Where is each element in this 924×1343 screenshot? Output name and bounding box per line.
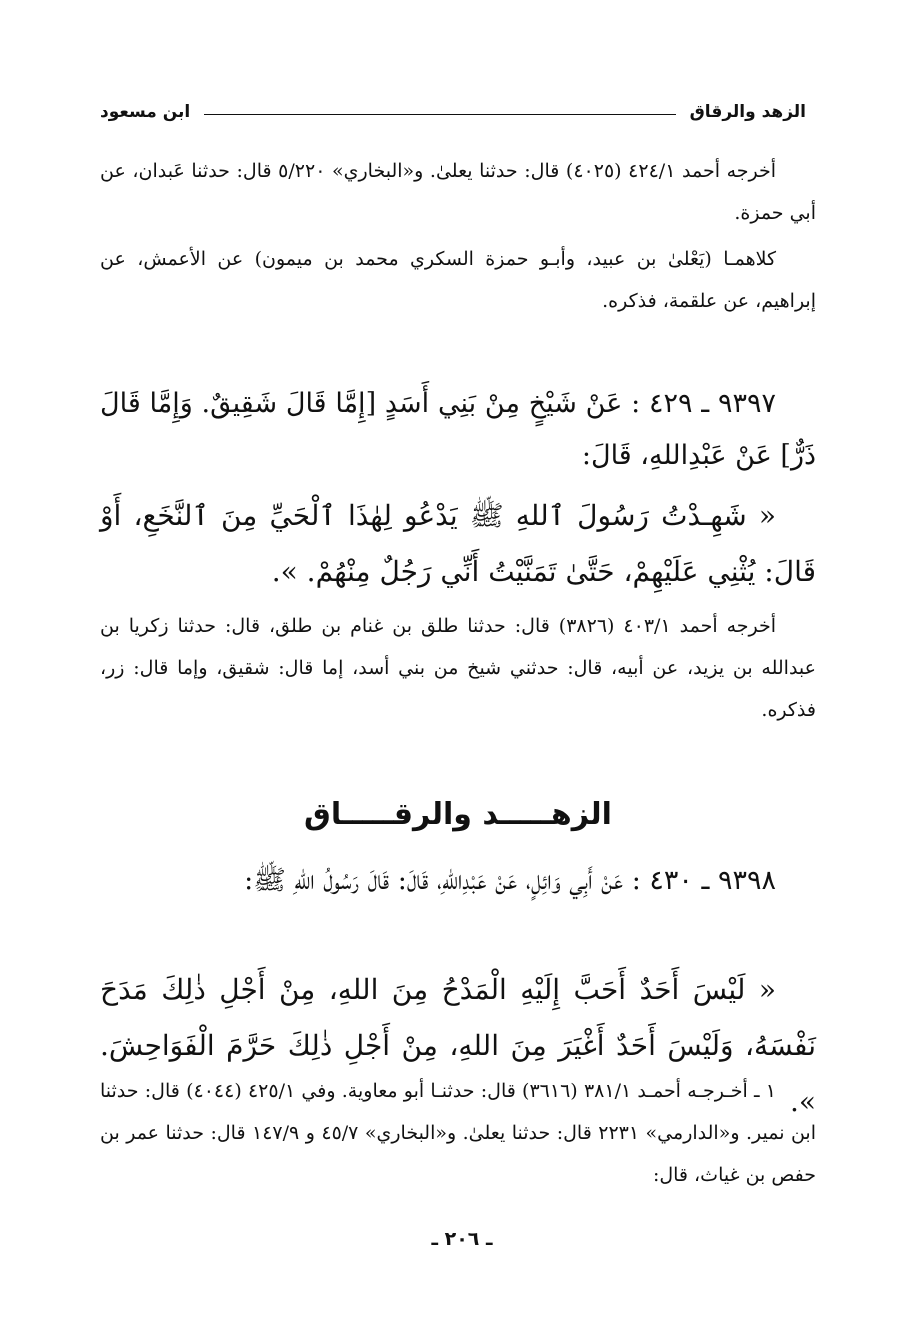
citation-paragraph-2: كلاهمـا (يَعْلىٰ بن عبيد، وأبـو حمزة السكري محمد بن ميمون) عن الأعمش، عن إبراهيم، عن علقمة، فذكره. — [100, 248, 816, 312]
hadith-9398-matn: « لَيْسَ أَحَدٌ أَحَبَّ إِلَيْهِ الْمَدْحُ مِنَ اللهِ، مِنْ أَجْلِ ذٰلِكَ مَدَحَ نَفْسَهُ، وَلَيْسَ أَحَدٌ أَغْيَرَ مِنَ اللهِ، مِنْ أَجْلِ ذٰلِكَ حَرَّمَ الْفَوَاحِشَ. ». — [100, 973, 816, 1118]
hadith-9397-lead: ٩٣٩٧ ـ ٤٢٩ : عَنْ شَيْخٍ مِنْ بَنِي أَسَدٍ [إِمَّا قَالَ شَقِيقٌ. وَإِمَّا قَالَ ذَرٌّ] عَنْ عَبْدِاللهِ، قَالَ: — [100, 388, 816, 471]
header-rule — [204, 114, 675, 115]
citation-paragraph-1: أخرجه أحمد ٤٢٤/١ (٤٠٢٥) قال: حدثنا يعلىٰ. و«البخاري» ٥/٢٢٠ قال: حدثنا عَبدان، عن أبي حمزة. — [100, 160, 816, 224]
page-number: ـ ٢٠٦ ـ — [431, 1228, 493, 1250]
hadith-9397-matn: « شَهِـدْتُ رَسُولَ ٱللهِ ﷺ يَدْعُو لِهٰذَا ٱلْحَيِّ مِنَ ٱلنَّخَعِ، أَوْ قَالَ: يُثْنِي عَلَيْهِمْ، حَتَّىٰ تَمَنَّيْتُ أَنِّي رَجُلٌ مِنْهُمْ. ». — [100, 499, 816, 588]
header-title-left: ابن مسعود — [100, 102, 191, 122]
section-heading: الزهـــــد والرقـــــاق — [304, 797, 612, 832]
footnote-1: ١ ـ أخـرجـه أحمـد ٣٨١/١ (٣٦١٦) قال: حدثنـا أبو معاوية. وفي ٤٢٥/١ (٤٠٤٤) قال: حدثنا ابن نمير. و«الدارمي» ٢٢٣١ قال: حدثنا يعلىٰ. و«البخاري» ٤٥/٧ و ١٤٧/٩ قال: حدثنا عمر بن حفص بن غياث، قال: — [100, 1080, 816, 1186]
header-title-right: الزهد والرقاق — [689, 102, 806, 122]
running-header — [100, 92, 806, 132]
hadith-9398-lead: ٩٣٩٨ ـ ٤٣٠ : عَنْ أَبِي وَائِلٍ، عَنْ عَبْدِاللهِ، قَالَ: قَالَ رَسُولُ اللهِ ﷺ: — [244, 865, 776, 896]
citation-paragraph-3: أخرجه أحمد ٤٠٣/١ (٣٨٢٦) قال: حدثنا طلق بن غنام بن طلق، قال: حدثنا زكريا بن عبدالله بن يزيد، عن أبيه، قال: حدثني شيخ من بني أسد، إما قال: شقيق، وإما قال: زر، فذكره. — [100, 615, 816, 721]
